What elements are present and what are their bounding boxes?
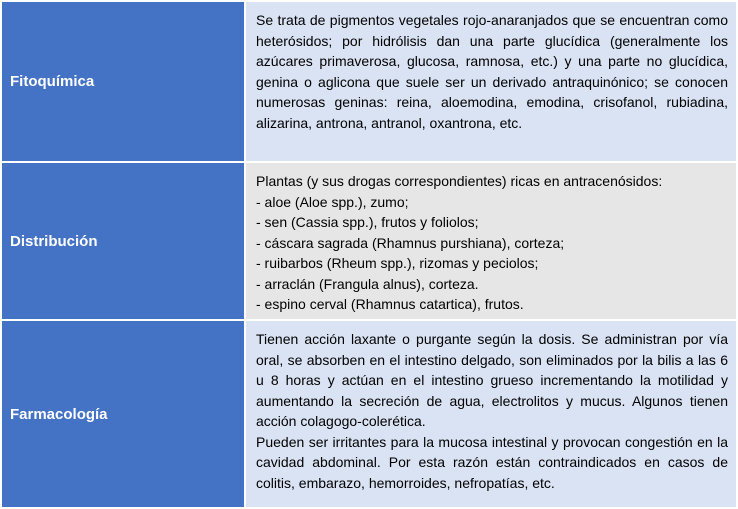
table-row-distribucion [2, 163, 736, 321]
paragraph: Se trata de pigmentos vegetales rojo-anaranjados que se encuentran como heterósidos; por hidrólisis dan una parte glucídica (generalmente los azúcares primaverosa, glucosa, ramnosa, etc.) y una parte no glucídica, genina o aglicona que suele ser un derivado antraquinónico; se conocen numerosas geninas: reina, aloemodina, emodina, crisofanol, rubiadina, alizarina, antrona, antranol, oxantrona, etc. [256, 12, 728, 131]
row-heading: Farmacología [2, 321, 246, 507]
paragraph: Pueden ser irritantes para la mucosa intestinal y provocan congestión en la cavidad abdominal. Por esta razón están contraindicados en casos de colitis, embarazo, hemorroides, nefropatías, etc. [256, 433, 728, 491]
paragraph: Tienen acción laxante o purgante según la dosis. Se administran por vía oral, se absorben en el intestino delgado, son eliminados por la bilis a las 6 u 8 horas y actúan en el intestino grueso incrementando la motilidad y aumentando la secreción de agua, electrolitos y mucus. Algunos tienen acción colagogo-colerética. [256, 331, 728, 429]
table-row-farmacologia [2, 321, 736, 509]
list-item: - sen (Cassia spp.), frutos y foliolos; [256, 214, 479, 230]
list-item: - ruibarbos (Rheum spp.), rizomas y peciolos; [256, 255, 539, 271]
list-item: - arraclán (Frangula alnus), corteza. [256, 275, 479, 292]
row-content [246, 163, 736, 319]
list-item: - espino cerval (Rhamnus catartica), frutos. [256, 296, 524, 312]
row-heading: Fitoquímica [2, 2, 246, 161]
row-heading: Distribución [2, 163, 246, 319]
list-item: - cáscara sagrada (Rhamnus purshiana), corteza; [256, 234, 565, 251]
info-table [2, 2, 736, 509]
table-row-fitoquimica [2, 2, 736, 163]
list-item: - aloe (Aloe spp.), zumo; [256, 193, 409, 210]
row-content [246, 321, 736, 507]
row-content [246, 2, 736, 161]
list-intro: Plantas (y sus drogas correspondientes) ricas en antracenósidos: [256, 173, 663, 189]
